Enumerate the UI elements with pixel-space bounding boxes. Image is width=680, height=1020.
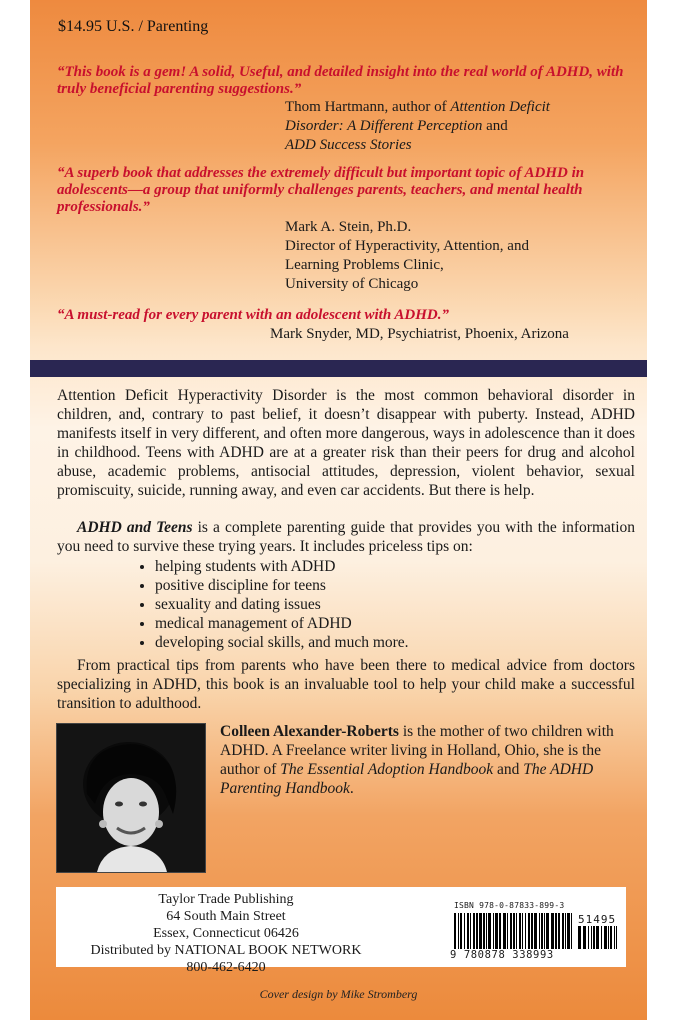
barcode-bar bbox=[567, 913, 570, 949]
barcode-bar bbox=[558, 913, 560, 949]
paragraph-text: Attention Deficit Hyperactivity Disorder is the most common behavioral disorder in children, and, contrary to past belief, it doesn’t disappear with puberty. Instead, ADHD manifests itself in very different, and often more dangerous, ways in adolescence than it does in childhood. Teens with ADHD are at a greater risk than their peers for drug and alcohol abuse, academic problems, antisocial attitudes, depression, violent behavior, sexual promiscuity, suicide, running away, and even car accidents. But there is help. bbox=[57, 387, 635, 499]
barcode-bar bbox=[571, 913, 572, 949]
bio-text: and bbox=[493, 761, 524, 778]
isbn-text: ISBN 978-0-87833-899-3 bbox=[454, 901, 565, 910]
barcode-bar bbox=[503, 913, 506, 949]
publisher-line: 64 South Main Street bbox=[166, 909, 286, 924]
quote-1: “This book is a gem! A solid, Useful, and detailed insight into the real world of ADHD, with truly beneficial parenting suggestions.” bbox=[57, 64, 624, 97]
barcode-bar bbox=[522, 913, 523, 949]
paragraph-text: is a complete parenting guide that provides you with the information you need to survive these trying years. It includes priceless tips on: bbox=[57, 519, 635, 555]
barcode-bar bbox=[499, 913, 501, 949]
barcode-bar bbox=[483, 913, 485, 949]
barcode-bar bbox=[546, 913, 549, 949]
barcode-bar bbox=[460, 913, 462, 949]
bio-text: . bbox=[349, 780, 354, 797]
barcode-bar bbox=[555, 913, 557, 949]
barcode-bar bbox=[544, 913, 545, 949]
barcode-bar bbox=[604, 926, 607, 949]
barcode-bar bbox=[476, 913, 478, 949]
list-item: • helping students with ADHD bbox=[155, 557, 409, 576]
barcode-bar bbox=[510, 913, 512, 949]
barcode-bar bbox=[539, 913, 540, 949]
attribution-line: Mark Snyder, MD, Psychiatrist, Phoenix, Arizona bbox=[270, 326, 569, 342]
barcode-digits: 9 780878 338993 bbox=[450, 949, 554, 961]
quote-2: “A superb book that addresses the extremely difficult but important topic of ADHD in adolescents—a group that uniformly challenges parents, teachers, and mental health professionals.” bbox=[57, 165, 585, 215]
cover-credit: Cover design by Mike Stromberg bbox=[259, 987, 418, 1001]
attribution-book: Disorder: A Different Perception bbox=[285, 118, 483, 134]
barcode bbox=[450, 901, 620, 961]
price-code-text: 51495 bbox=[578, 913, 617, 926]
barcode-bar bbox=[519, 913, 521, 949]
publisher-line: Taylor Trade Publishing bbox=[158, 892, 294, 907]
description-paragraph-2 bbox=[57, 518, 635, 556]
attribution-line: Mark A. Stein, Ph.D. bbox=[285, 219, 412, 235]
author-name: Colleen Alexander-Roberts bbox=[220, 723, 399, 740]
attribution-book: ADD Success Stories bbox=[285, 137, 412, 153]
barcode-bar bbox=[583, 926, 586, 949]
barcode-bar bbox=[608, 926, 609, 949]
attribution-line: Learning Problems Clinic, bbox=[285, 257, 444, 273]
price-category: $14.95 U.S. / Parenting bbox=[58, 18, 209, 35]
publisher-info bbox=[56, 891, 396, 976]
barcode-bar bbox=[534, 913, 537, 949]
barcode-bar bbox=[495, 913, 498, 949]
barcode-bar bbox=[516, 913, 517, 949]
author-photo bbox=[56, 723, 206, 873]
tips-list bbox=[135, 557, 409, 652]
list-item: • developing social skills, and much more. bbox=[155, 633, 409, 652]
description-paragraph-3 bbox=[57, 656, 635, 713]
quote-2-attribution bbox=[285, 218, 635, 294]
barcode-bar bbox=[528, 913, 530, 949]
barcode-bars-icon bbox=[454, 913, 572, 949]
publisher-line: Distributed by NATIONAL BOOK NETWORK bbox=[90, 943, 362, 958]
paragraph-text: From practical tips from parents who have been there to medical advice from doctors specializing in ADHD, this book is an invaluable tool to help your child make a successful transition to adulthood. bbox=[57, 657, 635, 712]
barcode-bar bbox=[507, 913, 508, 949]
addon-barcode-bars-icon bbox=[578, 926, 618, 949]
publisher-line: Essex, Connecticut 06426 bbox=[153, 926, 299, 941]
attribution-line: University of Chicago bbox=[285, 276, 419, 292]
barcode-bar bbox=[596, 926, 599, 949]
barcode-bar bbox=[588, 926, 589, 949]
barcode-bar bbox=[493, 913, 494, 949]
attribution-book: Attention Deficit bbox=[450, 99, 550, 115]
barcode-bar bbox=[614, 926, 615, 949]
list-item: • medical management of ADHD bbox=[155, 614, 409, 633]
barcode-bar bbox=[616, 926, 617, 949]
quote-3: “A must-read for every parent with an adolescent with ADHD.” bbox=[57, 307, 449, 323]
barcode-bar bbox=[591, 926, 592, 949]
barcode-bar bbox=[458, 913, 459, 949]
barcode-bar bbox=[486, 913, 487, 949]
barcode-bar bbox=[541, 913, 543, 949]
bio-text: is the mother of two children with ADHD. A Freelance writer living in Holland, Ohio, she is the author of bbox=[220, 723, 614, 778]
barcode-bar bbox=[531, 913, 533, 949]
attribution-text: Thom Hartmann, author of bbox=[285, 99, 451, 115]
list-item: • positive discipline for teens bbox=[155, 576, 409, 595]
barcode-bar bbox=[513, 913, 515, 949]
book-title: The ADHD Parenting Handbook bbox=[220, 761, 594, 797]
barcode-bar bbox=[454, 913, 456, 949]
barcode-bar bbox=[525, 913, 526, 949]
barcode-bar bbox=[565, 913, 566, 949]
barcode-bar bbox=[578, 926, 581, 949]
barcode-bar bbox=[473, 913, 475, 949]
attribution-text: and bbox=[482, 118, 508, 134]
quote-3-attribution bbox=[270, 325, 620, 344]
barcode-bar bbox=[593, 926, 595, 949]
description-paragraph-1 bbox=[57, 386, 635, 500]
publisher-line: 800-462-6420 bbox=[186, 960, 266, 975]
book-title: ADHD and Teens bbox=[77, 519, 193, 536]
list-item: • sexuality and dating issues bbox=[155, 595, 409, 614]
divider-band bbox=[30, 360, 647, 377]
publisher-box bbox=[56, 887, 626, 975]
quote-1-attribution bbox=[285, 98, 635, 155]
barcode-bar bbox=[488, 913, 491, 949]
barcode-bar bbox=[464, 913, 465, 949]
attribution-line: Director of Hyperactivity, Attention, and bbox=[285, 238, 529, 254]
barcode-bar bbox=[479, 913, 482, 949]
barcode-bar bbox=[610, 926, 612, 949]
back-cover bbox=[30, 0, 647, 1020]
barcode-bar bbox=[562, 913, 564, 949]
author-portrait-icon bbox=[57, 724, 205, 872]
barcode-bar bbox=[601, 926, 602, 949]
author-bio bbox=[220, 722, 632, 798]
barcode-bar bbox=[551, 913, 554, 949]
barcode-bar bbox=[467, 913, 469, 949]
barcode-bar bbox=[470, 913, 471, 949]
book-title: The Essential Adoption Handbook bbox=[280, 761, 494, 778]
